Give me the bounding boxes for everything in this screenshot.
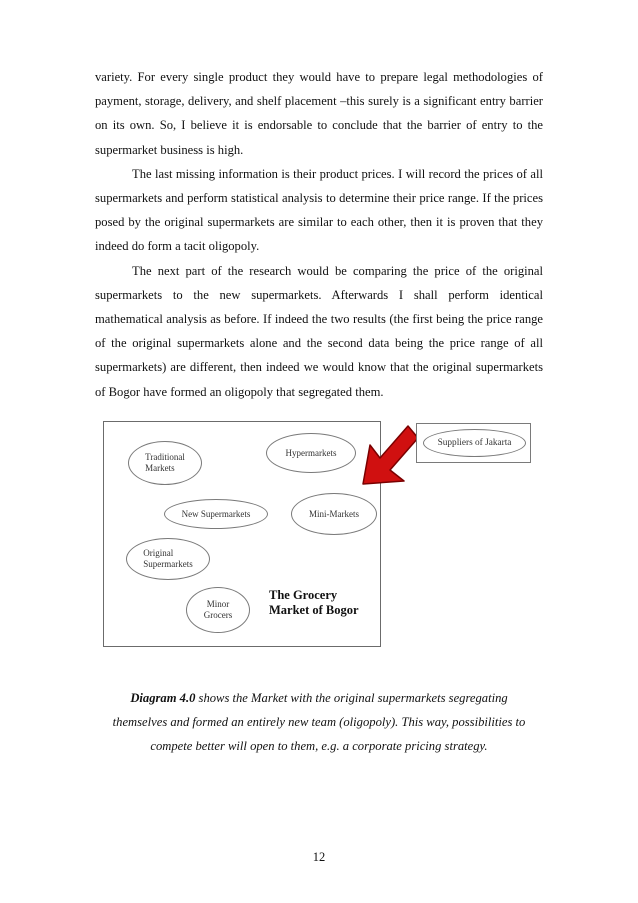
caption-line-2: themselves and formed an entirely new team (oligopoly). This way, possibilities to bbox=[112, 715, 526, 729]
caption-line-1-text: shows the Market with the original supermarkets segregating bbox=[195, 691, 508, 705]
diagram-title-line-2: Market of Bogor bbox=[269, 603, 359, 617]
minor-grocers-line-2: Grocers bbox=[203, 610, 233, 620]
mini-markets-label: Mini-Markets bbox=[309, 508, 359, 519]
page-number: 12 bbox=[312, 850, 326, 864]
original-supermarkets-line-2: Supermarkets bbox=[143, 559, 193, 569]
minor-grocers-bubble bbox=[186, 587, 250, 633]
mini-markets-bubble bbox=[291, 493, 377, 535]
caption-line-1 bbox=[95, 686, 543, 710]
suppliers-of-jakarta-label: Suppliers of Jakarta bbox=[437, 438, 512, 448]
new-supermarkets-bubble bbox=[164, 499, 268, 529]
new-supermarkets-label: New Supermarkets bbox=[181, 508, 251, 519]
hypermarkets-bubble bbox=[266, 433, 356, 473]
caption-line-3: compete better will open to them, e.g. a corporate pricing strategy. bbox=[150, 739, 488, 753]
hypermarkets-label: Hypermarkets bbox=[285, 447, 337, 458]
traditional-markets-line-2: Markets bbox=[145, 463, 175, 473]
original-supermarkets-bubble bbox=[126, 538, 210, 580]
body-text bbox=[95, 65, 543, 404]
paragraph-2: The last missing information is their product prices. I will record the prices of all supermarkets and perform statistical analysis to determine their price range. If the prices posed by the original supermarkets are similar to each other, then it is proven that they indeed do form a tacit oligopoly. bbox=[95, 166, 543, 254]
grocery-market-diagram bbox=[103, 421, 381, 647]
original-supermarkets-line-1: Original bbox=[143, 548, 174, 558]
red-arrow-icon bbox=[360, 418, 422, 488]
traditional-markets-bubble bbox=[128, 441, 202, 485]
paragraph-3: The next part of the research would be comparing the price of the original supermarkets to the new supermarkets. Afterwards I shall perform identical mathematical analysis as before. If indeed the two results (the first being the price range of the original supermarkets alone and the second data being the price range of all supermarkets) are different, then indeed we would know that the original supermarkets of Bogor have formed an oligopoly that segregated them. bbox=[95, 263, 543, 399]
diagram-caption bbox=[95, 686, 543, 758]
diagram-title bbox=[269, 588, 379, 618]
suppliers-box bbox=[416, 423, 531, 463]
suppliers-of-jakarta-bubble bbox=[423, 429, 526, 457]
minor-grocers-line-1: Minor bbox=[206, 599, 230, 609]
traditional-markets-line-1: Traditional bbox=[145, 452, 185, 462]
caption-lead: Diagram 4.0 bbox=[130, 691, 196, 705]
paragraph-1: variety. For every single product they would have to prepare legal methodologies of payment, storage, delivery, and shelf placement –this surely is a significant entry barrier on its own. So, I believe it is endorsable to conclude that the barrier of entry to the supermarket business is high. bbox=[95, 70, 543, 157]
diagram-title-line-1: The Grocery bbox=[269, 588, 338, 602]
